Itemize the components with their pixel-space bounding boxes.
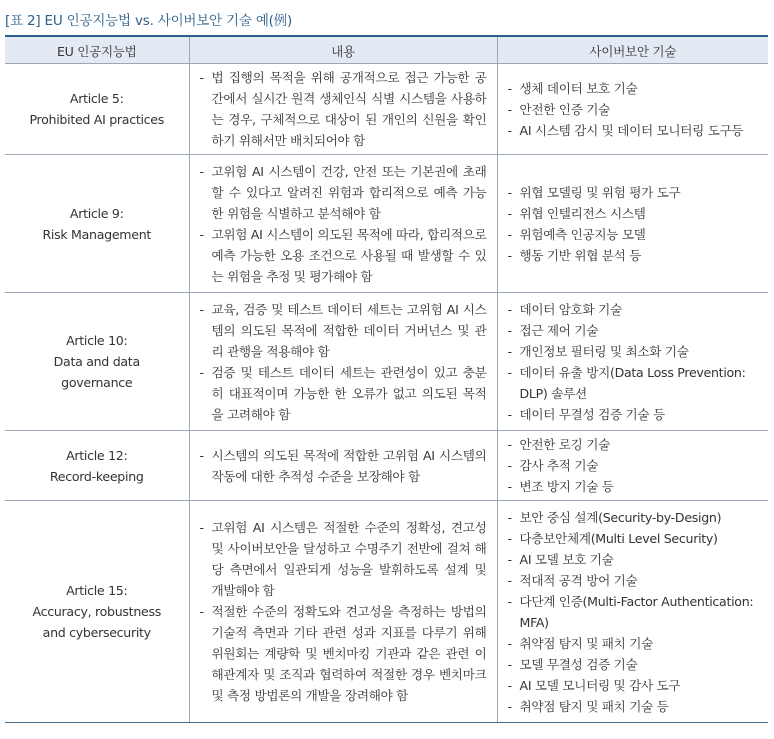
article-cell <box>5 155 189 293</box>
content-item: - 검증 및 테스트 데이터 세트는 관련성이 있고 충분히 대표적이며 가능한 한 오류가 없고 의도된 목적을 고려해야 함 <box>200 362 487 425</box>
tech-item: - 모델 무결성 검증 기술 <box>508 654 759 675</box>
tech-list <box>498 296 769 428</box>
table-row <box>5 64 768 155</box>
tech-item: - 데이터 유출 방지(Data Loss Prevention: DLP) 솔루션 <box>508 362 759 404</box>
content-cell <box>189 64 497 155</box>
content-item: - 교육, 검증 및 테스트 데이터 세트는 고위험 AI 시스템의 의도된 목적에 적합한 데이터 거버넌스 및 관리 관행을 적용해야 함 <box>200 299 487 362</box>
header-tech: 사이버보안 기술 <box>497 36 768 64</box>
content-list <box>190 514 497 709</box>
table-body <box>5 64 768 723</box>
tech-item: - 데이터 암호화 기술 <box>508 299 759 320</box>
tech-item: - 취약점 탐지 및 패치 기술 등 <box>508 696 759 717</box>
tech-item: - 데이터 무결성 검증 기술 등 <box>508 404 759 425</box>
content-item: - 고위험 AI 시스템이 의도된 목적에 따라, 합리적으로 예측 가능한 오용 조건으로 사용될 때 발생할 수 있는 위험을 추정 및 평가해야 함 <box>200 224 487 287</box>
article-line: Accuracy, robustness <box>32 604 161 619</box>
tech-item: - 변조 방지 기술 등 <box>508 476 759 497</box>
content-item: - 법 집행의 목적을 위해 공개적으로 접근 가능한 공간에서 실시간 원격 생체인식 식별 시스템을 사용하는 경우, 구체적으로 대상이 된 개인의 신원을 확인하기 위해서만 배치되어야 함 <box>200 67 487 151</box>
content-item: - 고위험 AI 시스템은 적절한 수준의 정확성, 견고성 및 사이버보안을 달성하고 수명주기 전반에 걸쳐 해당 측면에서 일관되게 성능을 발휘하도록 설계 및 개발해야 함 <box>200 517 487 601</box>
content-list <box>190 442 497 490</box>
tech-item: - AI 모델 보호 기술 <box>508 549 759 570</box>
content-item: - 적절한 수준의 정확도와 견고성을 측정하는 방법의 기술적 측면과 기타 관련 성과 지표를 다루기 위해 위원회는 계량학 및 벤치마킹 기관과 같은 관련 이해관계자 및 조직과 협력하여 적절한 경우 벤치마크 및 측정 방법론의 개발을 장려해야 함 <box>200 601 487 706</box>
table-row <box>5 431 768 501</box>
table-row <box>5 501 768 723</box>
content-cell <box>189 293 497 431</box>
article-line: Data and data <box>53 354 140 369</box>
content-list <box>190 158 497 290</box>
tech-list <box>498 504 769 720</box>
tech-list <box>498 179 769 269</box>
article-cell <box>5 64 189 155</box>
article-cell <box>5 431 189 501</box>
tech-item: - 다층보안체계(Multi Level Security) <box>508 528 759 549</box>
content-cell <box>189 155 497 293</box>
article-line: Prohibited AI practices <box>29 112 165 127</box>
table-caption: [표 2] EU 인공지능법 vs. 사이버보안 기술 예(例) <box>5 13 293 29</box>
tech-item: - 위협 인텔리전스 시스템 <box>508 203 759 224</box>
article-line: Article 9: <box>69 205 124 221</box>
tech-item: - 취약점 탐지 및 패치 기술 <box>508 633 759 654</box>
tech-item: - 보안 중심 설계(Security-by-Design) <box>508 507 759 528</box>
tech-item: - 개인정보 필터링 및 최소화 기술 <box>508 341 759 362</box>
content-item: - 고위험 AI 시스템이 건강, 안전 또는 기본권에 초래할 수 있다고 알려진 위험과 합리적으로 예측 가능한 위험을 식별하고 분석해야 함 <box>200 161 487 224</box>
tech-item: - AI 시스템 감시 및 데이터 모니터링 도구등 <box>508 120 759 141</box>
tech-cell <box>497 64 768 155</box>
table-row <box>5 293 768 431</box>
tech-item: - AI 모델 모니터링 및 감사 도구 <box>508 675 759 696</box>
tech-item: - 행동 기반 위협 분석 등 <box>508 245 759 266</box>
tech-list <box>498 75 769 144</box>
comparison-table <box>5 35 768 723</box>
tech-cell <box>497 501 768 723</box>
tech-item: - 적대적 공격 방어 기술 <box>508 570 759 591</box>
tech-item: - 다단계 인증(Multi-Factor Authentication: MFA) <box>508 591 759 633</box>
content-item: - 시스템의 의도된 목적에 적합한 고위험 AI 시스템의 작동에 대한 추적성 수준을 보장해야 함 <box>200 445 487 487</box>
tech-item: - 생체 데이터 보호 기술 <box>508 78 759 99</box>
article-line: Risk Management <box>42 226 152 242</box>
header-law: EU 인공지능법 <box>5 36 189 64</box>
tech-list <box>498 431 769 500</box>
article-line: Article 10: <box>66 333 128 348</box>
content-list <box>190 296 497 428</box>
article-line: Article 15: <box>66 583 128 598</box>
content-cell <box>189 431 497 501</box>
content-cell <box>189 501 497 723</box>
tech-cell <box>497 431 768 501</box>
article-cell <box>5 293 189 431</box>
tech-item: - 감사 추적 기술 <box>508 455 759 476</box>
tech-cell <box>497 155 768 293</box>
tech-item: - 안전한 로깅 기술 <box>508 434 759 455</box>
article-line: Record-keeping <box>49 468 144 484</box>
tech-item: - 위험예측 인공지능 모델 <box>508 224 759 245</box>
content-list <box>190 64 497 154</box>
article-line: and cybersecurity <box>42 625 151 640</box>
article-line: Article 5: <box>69 91 124 106</box>
article-line: governance <box>61 375 133 390</box>
tech-cell <box>497 293 768 431</box>
article-line: Article 12: <box>66 447 128 463</box>
header-content: 내용 <box>189 36 497 64</box>
tech-item: - 안전한 인증 기술 <box>508 99 759 120</box>
article-cell <box>5 501 189 723</box>
tech-item: - 접근 제어 기술 <box>508 320 759 341</box>
header-row <box>5 36 768 64</box>
table-row <box>5 155 768 293</box>
tech-item: - 위협 모델링 및 위험 평가 도구 <box>508 182 759 203</box>
